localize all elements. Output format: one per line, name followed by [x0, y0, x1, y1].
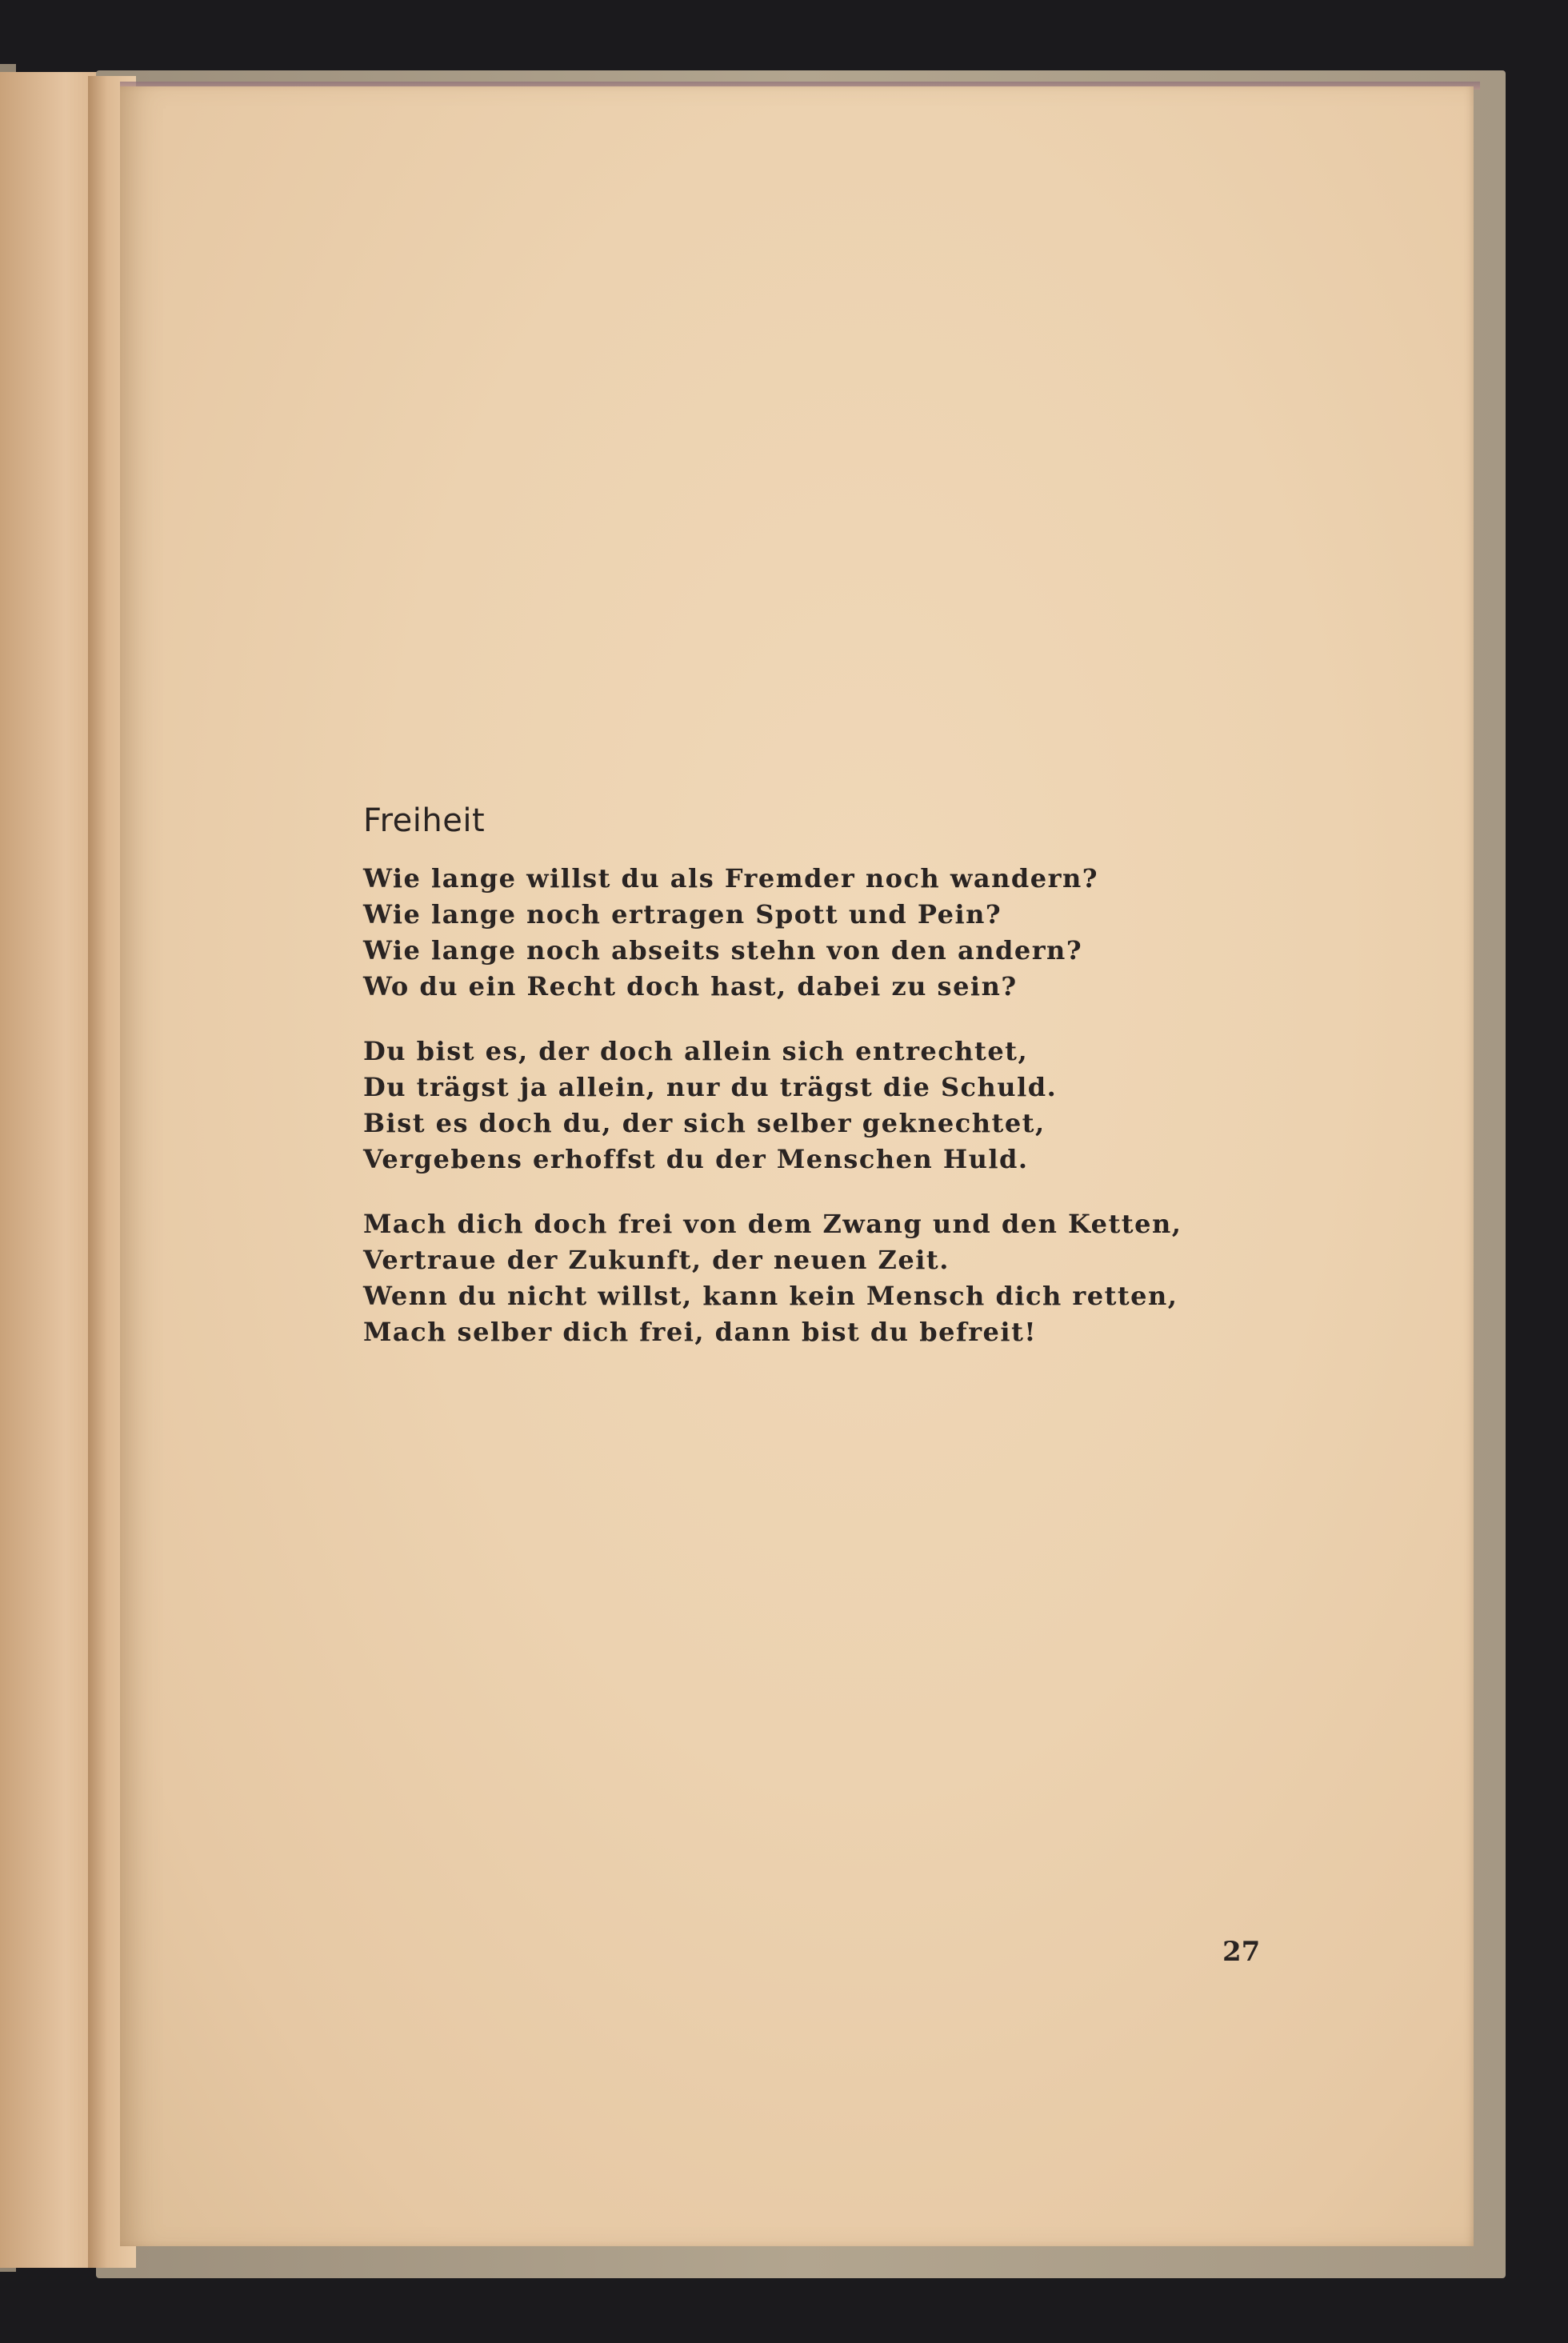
poem-line: Vertraue der Zukunft, der neuen Zeit.: [363, 1245, 950, 1275]
poem-line: Du trägst ja allein, nur du trägst die Schuld.: [363, 1072, 1058, 1102]
poem-line: Mach dich doch frei von dem Zwang und den Ketten,: [363, 1209, 1182, 1239]
poem-line: Du bist es, der doch allein sich entrechtet,: [363, 1036, 1029, 1066]
poem: [363, 792, 1323, 1379]
poem-line: Wo du ein Recht doch hast, dabei zu sein?: [363, 971, 1018, 1002]
poem-line: Wie lange noch ertragen Spott und Pein?: [363, 899, 1002, 930]
poem-line: Wie lange willst du als Fremder noch wandern?: [363, 863, 1098, 894]
poem-line: Wie lange noch abseits stehn von den andern?: [363, 935, 1083, 966]
poem-title: Freiheit: [363, 802, 486, 839]
stanza-2: [363, 1034, 1323, 1177]
poem-line: Wenn du nicht willst, kann kein Mensch dich retten,: [363, 1281, 1178, 1311]
stanza-3: [363, 1206, 1323, 1350]
poem-line: Bist es doch du, der sich selber geknechtet,: [363, 1108, 1046, 1138]
poem-line: Mach selber dich frei, dann bist du befreit!: [363, 1317, 1037, 1347]
poem-line: Vergebens erhoffst du der Menschen Huld.: [363, 1144, 1029, 1174]
page-number: 27: [1222, 1936, 1261, 1968]
stanza-1: [363, 861, 1323, 1005]
